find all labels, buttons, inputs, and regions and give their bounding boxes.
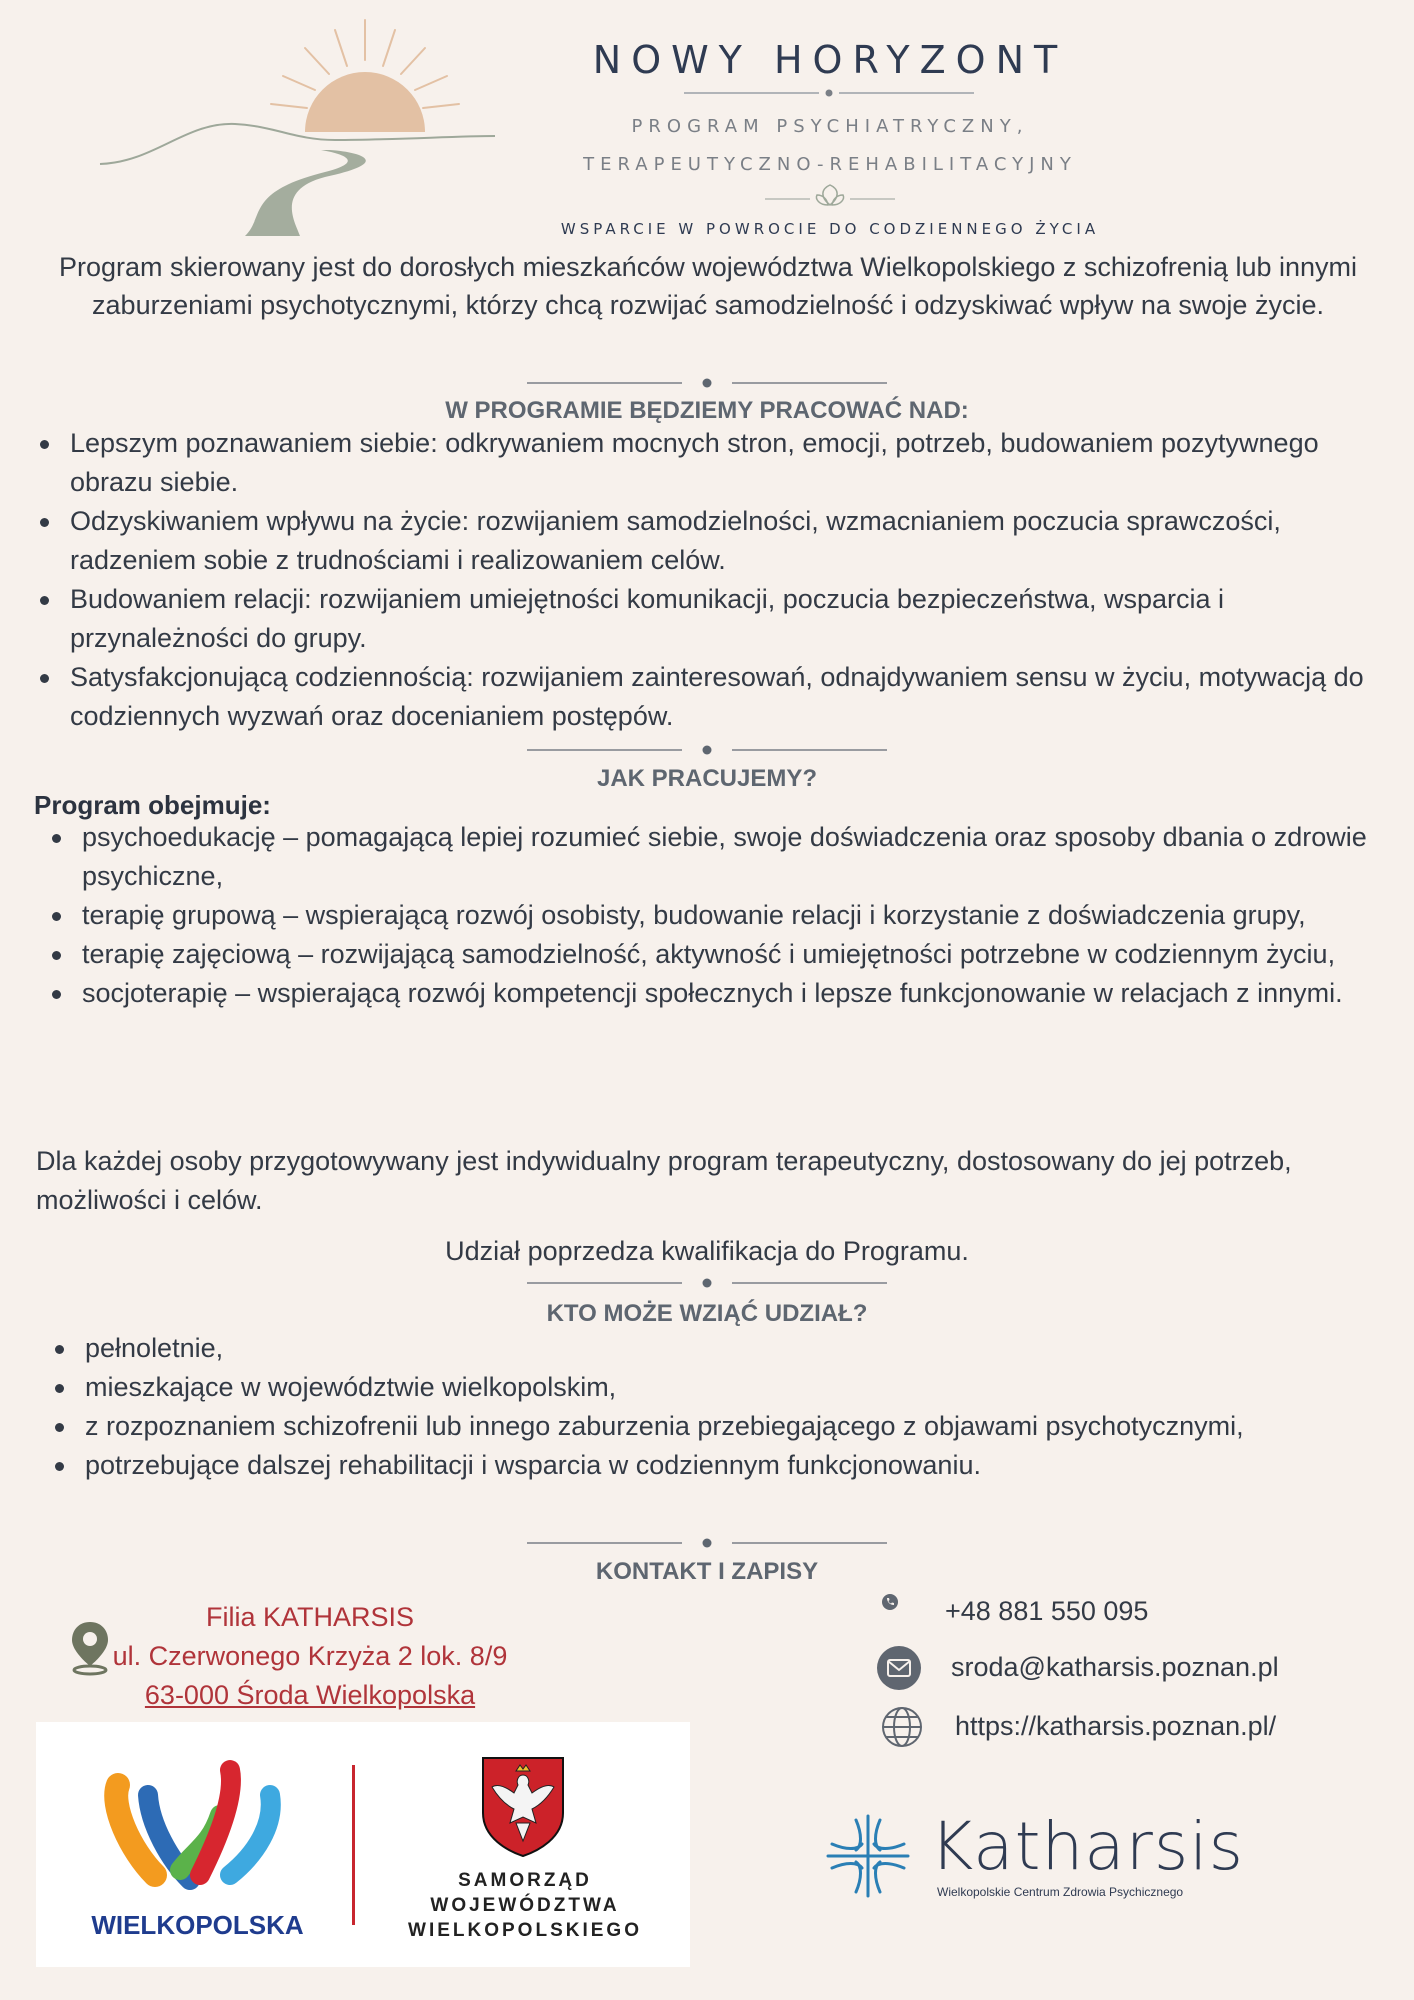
email-link[interactable]: sroda@katharsis.poznan.pl [951,1652,1279,1682]
katharsis-logo-text: Katharsis [930,1808,1244,1885]
section-title-how: JAK PRACUJEMY? [596,765,818,792]
section-title-contact: KONTAKT I ZAPISY [595,1558,819,1585]
list-item: terapię zajęciową – rozwijającą samodzielność, aktywność i umiejętności potrzebne w codziennym życiu, [46,935,1386,974]
list-item: psychoedukację – pomagającą lepiej rozumieć siebie, swoje doświadczenia oraz sposoby dbania o zdrowie psychiczne, [46,818,1386,896]
list-item: socjoterapię – wspierającą rozwój kompetencji społecznych i lepsze funkcjonowanie w relacjach z innymi. [46,974,1386,1013]
program-includes-label: Program obejmuje: [34,790,271,820]
program-tagline: WSPARCIE W POWROCIE DO CODZIENNEGO ŻYCIA [560,220,1100,238]
sun-landscape-icon [95,12,515,242]
eligibility-list [49,1329,1381,1485]
list-item: Lepszym poznawaniem siebie: odkrywaniem mocnych stron, emocji, potrzeb, budowaniem pozytywnego obrazu siebie. [34,424,1384,502]
globe-icon [880,1705,924,1749]
leaf-icon [765,183,895,209]
list-item: pełnoletnie, [49,1329,1381,1368]
logo-divider [352,1765,355,1925]
location-pin-icon [68,1620,112,1676]
subtitle-line-2: TERAPEUTYCZNO-REHABILITACYJNY [583,154,1077,175]
list-item: potrzebujące dalszej rehabilitacji i wsparcia w codziennym funkcjonowaniu. [49,1446,1381,1485]
samorzad-line-1: SAMORZĄD [458,1870,592,1891]
section-title-work: W PROGRAMIE BĘDZIEMY PRACOWAĆ NAD: [445,397,969,424]
program-title: NOWY HORYZONT [592,38,1068,82]
samorzad-logo-text [395,1868,655,1943]
subtitle-line-1: PROGRAM PSYCHIATRYCZNY, [631,116,1029,137]
branch-name: Filia KATHARSIS [205,1602,415,1632]
katharsis-symbol-icon [822,1810,914,1902]
wielkopolska-w-icon [100,1755,285,1895]
title-divider [684,87,974,99]
section-divider [527,1536,887,1550]
phone-number[interactable]: +48 881 550 095 [945,1596,1149,1626]
work-list [34,424,1384,736]
methods-list [46,818,1386,1013]
list-item: Budowaniem relacji: rozwijaniem umiejętności komunikacji, poczucia bezpieczeństwa, wsparcia i przynależności do grupy. [34,580,1384,658]
section-divider [527,1276,887,1290]
street-address: ul. Czerwonego Krzyża 2 lok. 8/9 [112,1641,508,1671]
qualification-note: Udział poprzedza kwalifikacja do Programu. [445,1236,969,1266]
program-subtitle [520,108,1140,184]
section-divider [527,376,887,390]
list-item: Satysfakcjonującą codziennością: rozwijaniem zainteresowań, odnajdywaniem sensu w życiu, motywacją do codziennych wyzwań oraz docenianiem postępów. [34,658,1384,736]
samorzad-line-2: WOJEWÓDZTWA [430,1895,620,1916]
city-address-link[interactable]: 63-000 Środa Wielkopolska [144,1680,476,1710]
eagle-crest-icon [478,1753,568,1858]
section-title-who: KTO MOŻE WZIĄĆ UDZIAŁ? [546,1300,868,1327]
katharsis-logo-subtitle: Wielkopolskie Centrum Zdrowia Psychicznego [937,1885,1184,1899]
phone-icon [880,1592,900,1612]
samorzad-line-3: WIELKOPOLSKIEGO [408,1920,642,1941]
address-block [110,1598,510,1715]
wielkopolska-logo-text: WIELKOPOLSKA [91,1910,304,1940]
list-item: Odzyskiwaniem wpływu na życie: rozwijaniem samodzielności, wzmacnianiem poczucia sprawczości, radzeniem sobie z trudnościami i realizowaniem celów. [34,502,1384,580]
section-divider [527,743,887,757]
list-item: terapię grupową – wspierającą rozwój osobisty, budowanie relacji i korzystanie z doświadczenia grupy, [46,896,1386,935]
list-item: mieszkające w województwie wielkopolskim, [49,1368,1381,1407]
website-link[interactable]: https://katharsis.poznan.pl/ [955,1711,1277,1741]
mail-icon [876,1645,922,1691]
individual-program-paragraph: Dla każdej osoby przygotowywany jest indywidualny program terapeutyczny, dostosowany do jej potrzeb, możliwości i celów. [36,1146,1292,1215]
intro-paragraph: Program skierowany jest do dorosłych mieszkańców województwa Wielkopolskiego z schizofrenią lub innymi zaburzeniami psychotycznymi, którzy chcą rozwijać samodzielność i odzyskiwać wpływ na swoje życie. [58,252,1358,320]
list-item: z rozpoznaniem schizofrenii lub innego zaburzenia przebiegającego z objawami psychotycznymi, [49,1407,1381,1446]
